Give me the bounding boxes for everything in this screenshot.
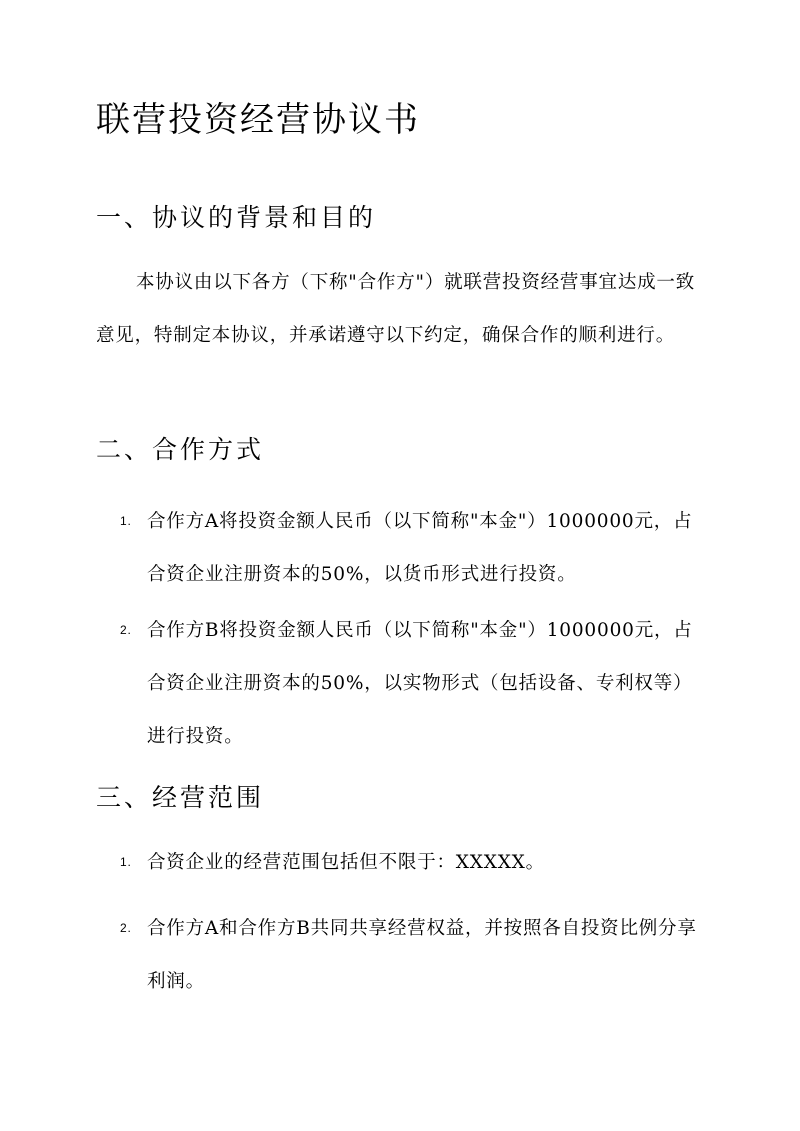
list-item xyxy=(120,902,710,1008)
section-heading-background: 一、协议的背景和目的 xyxy=(96,203,377,232)
list-item-number: 2. xyxy=(120,623,132,637)
list-item xyxy=(120,604,710,763)
list-item-text: 合作方A将投资金额人民币（以下简称"本金"）1000000元，占合资企业注册资本的50%，以货币形式进行投资。 xyxy=(147,511,693,585)
section-heading-scope: 三、经营范围 xyxy=(96,783,265,812)
list-item-text: 合作方A和合作方B共同共享经营权益，并按照各自投资比例分享利润。 xyxy=(147,918,697,992)
list-item-number: 2. xyxy=(120,921,132,935)
list-item xyxy=(120,495,710,601)
list-item xyxy=(120,836,710,889)
section-paragraph-background: 本协议由以下各方（下称"合作方"）就联营投资经营事宜达成一致意见，特制定本协议，并承诺遵守以下约定，确保合作的顺利进行。 xyxy=(96,272,696,346)
list-item-text: 合资企业的经营范围包括但不限于：XXXXX。 xyxy=(147,852,545,873)
list-item-text: 合作方B将投资金额人民币（以下简称"本金"）1000000元，占合资企业注册资本的50%，以实物形式（包括设备、专利权等）进行投资。 xyxy=(147,620,693,747)
list-item-number: 1. xyxy=(120,855,132,869)
section-heading-cooperation: 二、合作方式 xyxy=(96,435,265,464)
document-title: 联营投资经营协议书 xyxy=(96,100,420,140)
list-item-number: 1. xyxy=(120,514,132,528)
